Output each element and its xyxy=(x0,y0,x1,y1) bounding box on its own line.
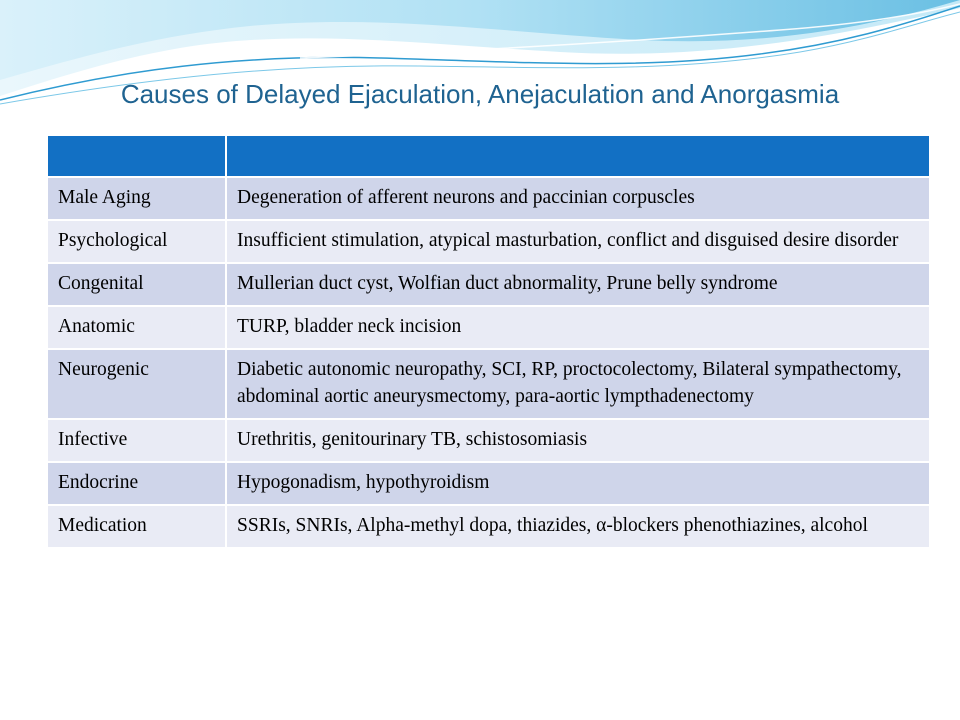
cause-cell: Medication xyxy=(48,505,226,547)
details-cell: Degeneration of afferent neurons and paccinian corpuscles xyxy=(226,177,929,220)
cause-cell: Psychological xyxy=(48,220,226,263)
table-row xyxy=(48,306,929,349)
table-row xyxy=(48,349,929,419)
cause-cell: Anatomic xyxy=(48,306,226,349)
slide-title: Causes of Delayed Ejaculation, Anejaculation and Anorgasmia xyxy=(120,79,840,109)
details-cell: Urethritis, genitourinary TB, schistosomiasis xyxy=(226,419,929,462)
details-cell: Insufficient stimulation, atypical masturbation, conflict and disguised desire disorder xyxy=(226,220,929,263)
table-header-cell xyxy=(226,136,929,177)
table-row xyxy=(48,263,929,306)
cause-cell: Infective xyxy=(48,419,226,462)
details-cell: Diabetic autonomic neuropathy, SCI, RP, proctocolectomy, Bilateral sympathectomy, abdominal aortic aneurysmectomy, para-aortic lympthadenectomy xyxy=(226,349,929,419)
table-row xyxy=(48,462,929,505)
cause-cell: Male Aging xyxy=(48,177,226,220)
details-cell: SSRIs, SNRIs, Alpha-methyl dopa, thiazides, α-blockers phenothiazines, alcohol xyxy=(226,505,929,547)
details-cell: TURP, bladder neck incision xyxy=(226,306,929,349)
cause-cell: Endocrine xyxy=(48,462,226,505)
causes-table xyxy=(48,136,929,547)
table-row xyxy=(48,220,929,263)
cause-cell: Neurogenic xyxy=(48,349,226,419)
details-cell: Mullerian duct cyst, Wolfian duct abnormality, Prune belly syndrome xyxy=(226,263,929,306)
table-row xyxy=(48,505,929,547)
table-row xyxy=(48,419,929,462)
table-row xyxy=(48,177,929,220)
cause-cell: Congenital xyxy=(48,263,226,306)
table-header-row xyxy=(48,136,929,177)
details-cell: Hypogonadism, hypothyroidism xyxy=(226,462,929,505)
table-header-cell xyxy=(48,136,226,177)
